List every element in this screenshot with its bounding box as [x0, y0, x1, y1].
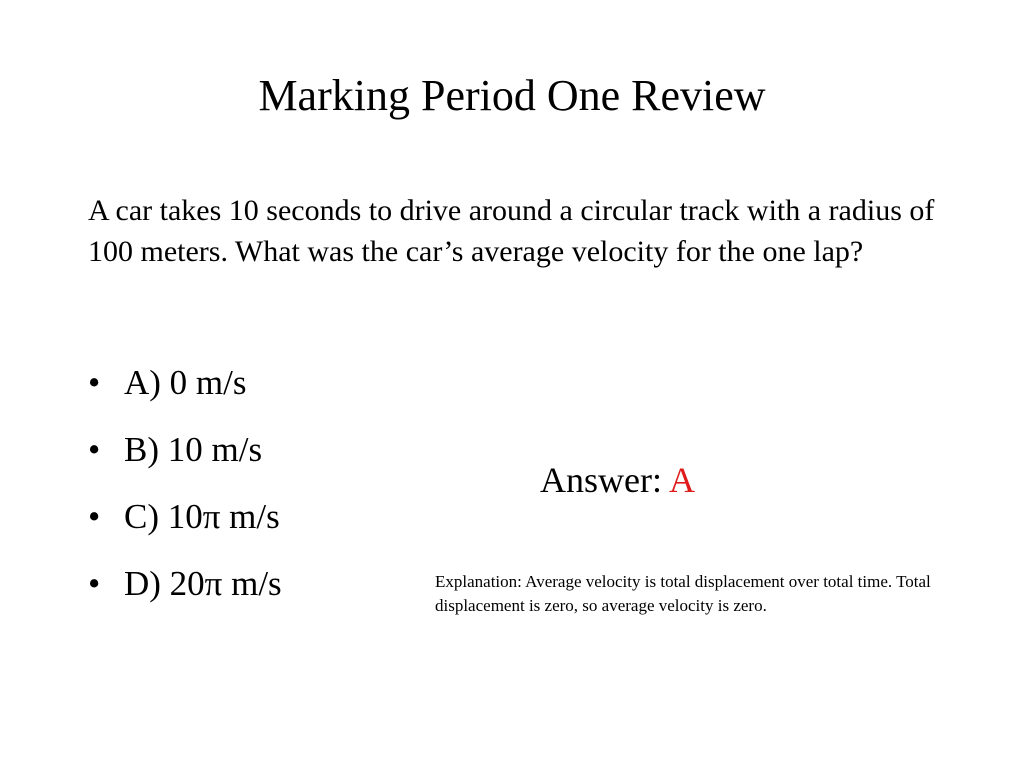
bullet-icon: •: [88, 497, 101, 536]
answer-options-list: [88, 360, 282, 628]
answer-prefix: Answer:: [540, 460, 662, 500]
question-text: A car takes 10 seconds to drive around a circular track with a radius of 100 meters. What was the car’s average velocity for the one lap?: [88, 194, 935, 268]
option-c: [88, 494, 282, 539]
option-label: C) 10π m/s: [124, 497, 280, 536]
option-label: B) 10 m/s: [124, 430, 263, 469]
option-label: A) 0 m/s: [124, 363, 247, 402]
option-a: [88, 360, 282, 405]
bullet-icon: •: [88, 430, 101, 469]
bullet-icon: •: [88, 363, 101, 402]
option-label: D) 20π m/s: [124, 564, 282, 603]
slide-title: Marking Period One Review: [258, 71, 766, 120]
option-d: [88, 561, 282, 606]
answer-value: A: [669, 460, 695, 500]
option-b: [88, 427, 282, 472]
explanation-text: Explanation: Average velocity is total displacement over total time. Total displacement is zero, so average velocity is zero.: [435, 572, 931, 615]
answer-line: [540, 458, 695, 502]
bullet-icon: •: [88, 564, 101, 603]
